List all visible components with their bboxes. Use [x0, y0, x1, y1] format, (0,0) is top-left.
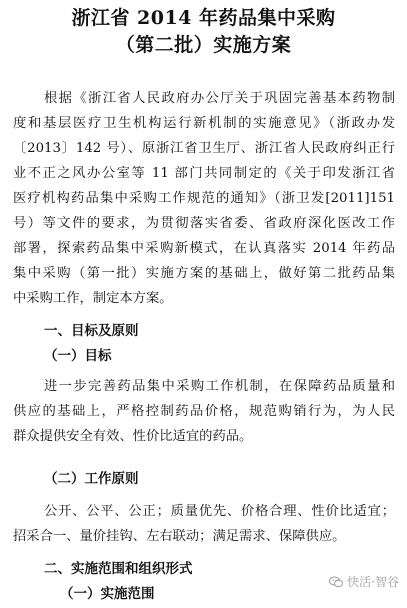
principles-line: 公开、公平、公正；质量优先、价格合理、性价比适宜；: [44, 504, 395, 519]
subsection-heading-goal: （一）目标: [44, 348, 112, 364]
intro-line: 业不正之风办公室等 11 部门共同制定的《关于印发浙江省: [13, 166, 395, 181]
goal-line: 供应的基础上，严格控制药品价格，规范购销行为，为人民: [13, 404, 395, 419]
intro-line: 度和基层医疗卫生机构运行新机制的实施意见》（浙政办发: [13, 116, 395, 131]
wechat-icon: [329, 576, 343, 588]
goal-line: 群众提供安全有效、性价比适宜的药品。: [13, 429, 253, 444]
section-heading-2: 二、实施范围和组织形式: [44, 561, 193, 577]
document-title-line1: 浙江省 2014 年药品集中采购: [71, 7, 336, 29]
watermark-text: 快活·智谷: [347, 575, 399, 589]
intro-line: 集中采购（第一批）实施方案的基础上，做好第二批药品集: [13, 266, 395, 281]
watermark: [329, 573, 399, 590]
intro-line: 〔2013〕142 号）、原浙江省卫生厅、浙江省人民政府纠正行: [13, 141, 395, 156]
section-heading-1: 一、目标及原则: [44, 323, 139, 339]
principles-line: 招采合一、量价挂钩、左右联动；满足需求、保障供应。: [13, 529, 346, 544]
intro-line: 中采购工作，制定本方案。: [13, 291, 173, 306]
document-title-line2: （第二批）实施方案: [115, 34, 292, 56]
intro-line: 根据《浙江省人民政府办公厅关于巩固完善基本药物制: [44, 91, 395, 106]
intro-line: 部署，探索药品集中采购新模式，在认真落实 2014 年药品: [13, 241, 395, 256]
subsection-heading-scope: （一）实施范围: [60, 586, 155, 602]
intro-line: 医疗机构药品集中采购工作规范的通知》（浙卫发[2011]151: [13, 191, 395, 206]
subsection-heading-principles: （二）工作原则: [44, 471, 139, 487]
goal-line: 进一步完善药品集中采购工作机制，在保障药品质量和: [44, 379, 395, 394]
intro-line: 号）等文件的要求，为贯彻落实省委、省政府深化医改工作: [13, 216, 395, 231]
